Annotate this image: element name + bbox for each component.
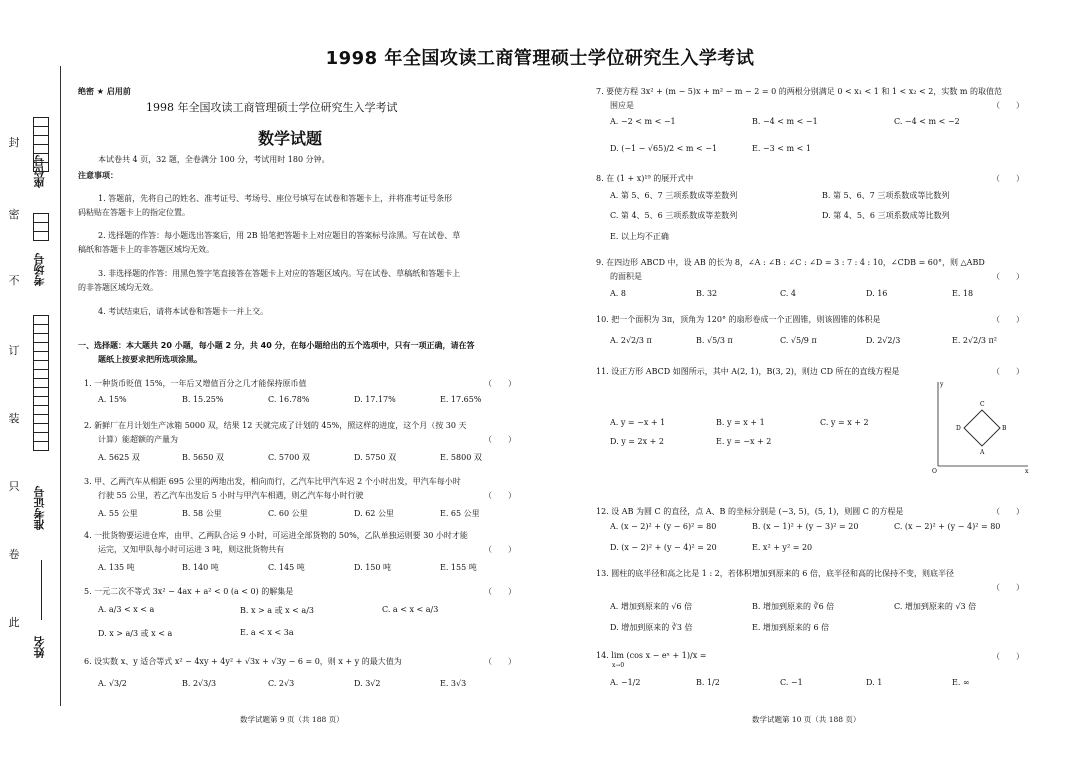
exam-room-boxes[interactable] xyxy=(33,214,49,241)
question-11: 11. 设正方形 ABCD 如图所示，其中 A(2, 1)，B(3, 2)，则边 CD 所在的直线方程是 xyxy=(596,367,900,376)
option[interactable]: E. 3√3 xyxy=(440,679,467,688)
answer-paren: （ ） xyxy=(484,657,516,666)
subject-title: 数学试题 xyxy=(258,129,323,148)
option[interactable]: B. 5650 双 xyxy=(182,453,224,462)
option[interactable]: E. 5800 双 xyxy=(440,453,482,462)
option[interactable]: C. 5700 双 xyxy=(268,453,310,462)
option[interactable]: D. (x − 2)² + (y − 4)² = 20 xyxy=(610,543,717,552)
answer-paren: （ ） xyxy=(992,507,1024,516)
option[interactable]: E. 增加到原来的 6 倍 xyxy=(752,623,830,632)
section-heading: 一、选择题：本大题共 20 小题，每小题 2 分，共 40 分，在每小题给出的五个选项中，只有一项正确，请在答 xyxy=(78,341,475,350)
option[interactable]: C. 增加到原来的 √3 倍 xyxy=(894,602,977,611)
binding-char: 卷 xyxy=(8,548,20,561)
option[interactable]: D. 16 xyxy=(866,289,888,298)
notes-heading: 注意事项： xyxy=(78,171,118,180)
option[interactable]: C. (x − 2)² + (y − 4)² = 80 xyxy=(894,522,1001,531)
option[interactable]: A. a/3 < x < a xyxy=(98,605,155,614)
question-3-cont: 行驶 55 公里，若乙汽车出发后 5 小时与甲汽车相遇，则乙汽车每小时行驶 xyxy=(98,491,364,500)
fig-label-a: A xyxy=(980,449,985,456)
option[interactable]: E. 以上均不正确 xyxy=(610,232,669,241)
name-label: 姓名 xyxy=(33,636,46,658)
option[interactable]: B. 第 5、6、7 三项系数成等比数列 xyxy=(822,191,950,200)
option[interactable]: C. 第 4、5、6 三项系数成等差数列 xyxy=(610,211,738,220)
option[interactable]: E. 17.65% xyxy=(440,395,482,404)
option[interactable]: E. 65 公里 xyxy=(440,509,480,518)
option[interactable]: A. 增加到原来的 √6 倍 xyxy=(610,602,693,611)
option[interactable]: D. y = 2x + 2 xyxy=(610,437,665,446)
fig-label-y: y xyxy=(940,381,944,388)
option[interactable]: D. 1 xyxy=(866,678,883,687)
answer-paren: （ ） xyxy=(484,545,516,554)
binding-char: 封 xyxy=(8,136,20,149)
option[interactable]: E. a < x < 3a xyxy=(240,628,294,637)
question-13: 13. 圆柱的底半径和高之比是 1 : 2，若体积增加到原来的 6 倍，底半径和高的比保持不变，则底半径 xyxy=(596,569,954,578)
admission-ticket-boxes[interactable] xyxy=(33,316,49,451)
option[interactable]: D. 2√2/3 xyxy=(866,336,901,345)
answer-paren: （ ） xyxy=(992,272,1024,281)
option[interactable]: C. 2√3 xyxy=(268,679,295,688)
limit-subscript: x→0 xyxy=(612,662,625,669)
answer-paren: （ ） xyxy=(992,583,1024,592)
option[interactable]: D. 62 公里 xyxy=(354,509,394,518)
fig-label-x: x xyxy=(1025,468,1029,475)
question-12: 12. 设 AB 为圆 C 的直径，点 A、B 的坐标分别是 (−3, 5)，(5, 1)，则圆 C 的方程是 xyxy=(596,507,904,516)
answer-paren: （ ） xyxy=(992,315,1024,324)
answer-paren: （ ） xyxy=(484,435,516,444)
left-page-footer: 数学试题第 9 页（共 188 页） xyxy=(240,715,344,724)
question-10: 10. 把一个面积为 3π，顶角为 120° 的扇形卷成一个正圆锥，则该圆锥的体积是 xyxy=(596,315,881,324)
option[interactable]: D. 150 吨 xyxy=(354,563,392,572)
question-14: 14. lim (cos x − eˣ + 1)/x = xyxy=(596,651,707,660)
note-1-cont: 码粘贴在答题卡上的指定位置。 xyxy=(78,208,190,217)
right-page-footer: 数学试题第 10 页（共 188 页） xyxy=(752,715,861,724)
question-6: 6. 设实数 x、y 适合等式 x² − 4xy + 4y² + √3x + √3y − 6 = 0，则 x + y 的最大值为 xyxy=(84,657,402,666)
answer-paren: （ ） xyxy=(484,379,516,388)
option[interactable]: A. −2 < m < −1 xyxy=(610,117,676,126)
option[interactable]: A. 15% xyxy=(98,395,127,404)
name-underline xyxy=(41,560,42,620)
option[interactable]: B. 15.25% xyxy=(182,395,224,404)
option[interactable]: C. −4 < m < −2 xyxy=(894,117,960,126)
binding-char: 密 xyxy=(8,208,20,221)
option[interactable]: E. ∞ xyxy=(952,678,970,687)
option[interactable]: C. 16.78% xyxy=(268,395,310,404)
question-1: 1. 一种货币贬值 15%，一年后又增值百分之几才能保持原币值 xyxy=(84,379,307,388)
option[interactable]: E. x² + y² = 20 xyxy=(752,543,813,552)
binding-char: 此 xyxy=(8,616,20,629)
option[interactable]: C. 145 吨 xyxy=(268,563,305,572)
option[interactable]: E. y = −x + 2 xyxy=(716,437,772,446)
answer-paren: （ ） xyxy=(992,652,1024,661)
question-4-cont: 运完，又知甲队每小时可运进 3 吨，则这批货物共有 xyxy=(98,545,285,554)
option[interactable]: C. √5/9 π xyxy=(780,336,817,345)
option[interactable]: A. 第 5、6、7 三项系数成等差数列 xyxy=(610,191,738,200)
answer-paren: （ ） xyxy=(992,101,1024,110)
square-figure xyxy=(928,378,1032,478)
fig-label-c: C xyxy=(980,401,985,408)
answer-paren: （ ） xyxy=(484,587,516,596)
option[interactable]: B. 1/2 xyxy=(696,678,720,687)
admission-ticket-label: 准考证号 xyxy=(33,486,46,530)
option[interactable]: B. −4 < m < −1 xyxy=(752,117,818,126)
exam-room-label: 考场号 xyxy=(33,253,46,286)
option[interactable]: B. (x − 1)² + (y − 3)² = 20 xyxy=(752,522,859,531)
section-heading-cont: 题纸上按要求把所选项涂黑。 xyxy=(98,355,202,364)
note-3-cont: 的非答题区域均无效。 xyxy=(78,283,158,292)
secret-mark: 绝密 ★ 启用前 xyxy=(78,87,131,96)
answer-paren: （ ） xyxy=(992,367,1024,376)
option[interactable]: C. 4 xyxy=(780,289,797,298)
option[interactable]: A. 135 吨 xyxy=(98,563,135,572)
option[interactable]: D. 17.17% xyxy=(354,395,396,404)
binding-line xyxy=(60,66,61,706)
option[interactable]: D. 第 4、5、6 三项系数成等比数列 xyxy=(822,211,950,220)
exam-info: 本试卷共 4 页，32 题，全卷满分 100 分，考试用时 180 分钟。 xyxy=(98,155,330,164)
option[interactable]: B. 58 公里 xyxy=(182,509,222,518)
option[interactable]: B. 增加到原来的 ∛6 倍 xyxy=(752,602,835,611)
exam-title: 1998 年全国攻读工商管理硕士学位研究生入学考试 xyxy=(146,101,398,114)
question-3: 3. 甲、乙两汽车从相距 695 公里的两地出发，相向而行，乙汽车比甲汽车迟 2 个小时出发，甲汽车每小时 xyxy=(84,477,461,486)
binding-char: 只 xyxy=(8,480,20,493)
option[interactable]: B. x > a 或 x < a/3 xyxy=(240,606,314,615)
binding-char: 装 xyxy=(8,412,20,425)
question-8: 8. 在 (1 + x)¹⁹ 的展开式中 xyxy=(596,174,694,183)
option[interactable]: C. 60 公里 xyxy=(268,509,308,518)
option[interactable]: A. −1/2 xyxy=(610,678,641,687)
question-7-cont: 围应是 xyxy=(610,101,634,110)
question-5: 5. 一元二次不等式 3x² − 4ax + a² < 0 (a < 0) 的解集是 xyxy=(84,587,294,596)
question-7: 7. 要使方程 3x² + (m − 5)x + m² − m − 2 = 0 的两根分别满足 0 < x₁ < 1 和 1 < x₂ < 2，实数 m 的取值范 xyxy=(596,87,1003,96)
option[interactable]: B. y = x + 1 xyxy=(716,418,765,427)
option[interactable]: C. a < x < a/3 xyxy=(382,605,439,614)
answer-paren: （ ） xyxy=(484,491,516,500)
question-2-cont: 计算）能超额的产量为 xyxy=(98,435,178,444)
option[interactable]: B. 32 xyxy=(696,289,718,298)
option[interactable]: A. (x − 2)² + (y − 6)² = 80 xyxy=(610,522,717,531)
question-4: 4. 一批货物要运进仓库，由甲、乙两队合运 9 小时，可运进全部货物的 50%，乙队单独运则要 30 小时才能 xyxy=(84,531,468,540)
question-2: 2. 新鲜厂在月计划生产冰箱 5000 双，结果 12 天就完成了计划的 45%，照这样的进度，这个月（按 30 天 xyxy=(84,421,467,430)
option[interactable]: A. y = −x + 1 xyxy=(610,418,666,427)
question-9: 9. 在四边形 ABCD 中，设 AB 的长为 8，∠A : ∠B : ∠C : ∠D = 3 : 7 : 4 : 10，∠CDB = 60°，则 △ABD xyxy=(596,258,985,267)
option[interactable]: D. 3√2 xyxy=(354,679,381,688)
option[interactable]: E. 18 xyxy=(952,289,974,298)
binding-char: 订 xyxy=(8,344,20,357)
option[interactable]: C. y = x + 2 xyxy=(820,418,869,427)
note-4: 4. 考试结束后，请将本试卷和答题卡一并上交。 xyxy=(98,307,269,316)
fig-label-d: D xyxy=(956,425,961,432)
option[interactable]: B. 140 吨 xyxy=(182,563,219,572)
option[interactable]: E. −3 < m < 1 xyxy=(752,144,811,153)
option[interactable]: E. 155 吨 xyxy=(440,563,477,572)
note-2-cont: 稿纸和答题卡上的非答题区域均无效。 xyxy=(78,245,214,254)
option[interactable]: B. 2√3/3 xyxy=(182,679,217,688)
option[interactable]: D. (−1 − √65)/2 < m < −1 xyxy=(610,144,718,153)
option[interactable]: D. x > a/3 或 x < a xyxy=(98,629,173,638)
option[interactable]: A. √3/2 xyxy=(98,679,127,688)
option[interactable]: A. 5625 双 xyxy=(98,453,140,462)
option[interactable]: A. 2√2/3 π xyxy=(610,336,652,345)
note-2: 2. 选择题的作答：每小题选出答案后，用 2B 铅笔把答题卡上对应题目的答案标号涂黑。写在试卷、草 xyxy=(98,231,461,240)
option[interactable]: C. −1 xyxy=(780,678,803,687)
fig-label-o: O xyxy=(932,468,937,475)
option[interactable]: D. 增加到原来的 ∛3 倍 xyxy=(610,623,693,632)
option[interactable]: E. 2√2/3 π² xyxy=(952,336,997,345)
option[interactable]: A. 55 公里 xyxy=(98,509,138,518)
note-3: 3. 非选择题的作答：用黑色签字笔直接答在答题卡上对应的答题区域内。写在试卷、草稿纸和答题卡上 xyxy=(98,269,461,278)
fig-label-b: B xyxy=(1002,425,1007,432)
binding-char: 不 xyxy=(8,274,20,287)
question-9-cont: 的面积是 xyxy=(610,272,642,281)
option[interactable]: B. √5/3 π xyxy=(696,336,733,345)
answer-paren: （ ） xyxy=(992,174,1024,183)
seat-number-boxes[interactable] xyxy=(33,118,49,172)
option[interactable]: D. 5750 双 xyxy=(354,453,397,462)
option[interactable]: A. 8 xyxy=(610,289,626,298)
note-1: 1. 答题前，先将自己的姓名、准考证号、考场号、座位号填写在试卷和答题卡上，并将准考证号条形 xyxy=(98,194,453,203)
seat-number-label: 座位号 xyxy=(33,155,46,188)
main-title: 1998 年全国攻读工商管理硕士学位研究生入学考试 xyxy=(325,48,755,69)
